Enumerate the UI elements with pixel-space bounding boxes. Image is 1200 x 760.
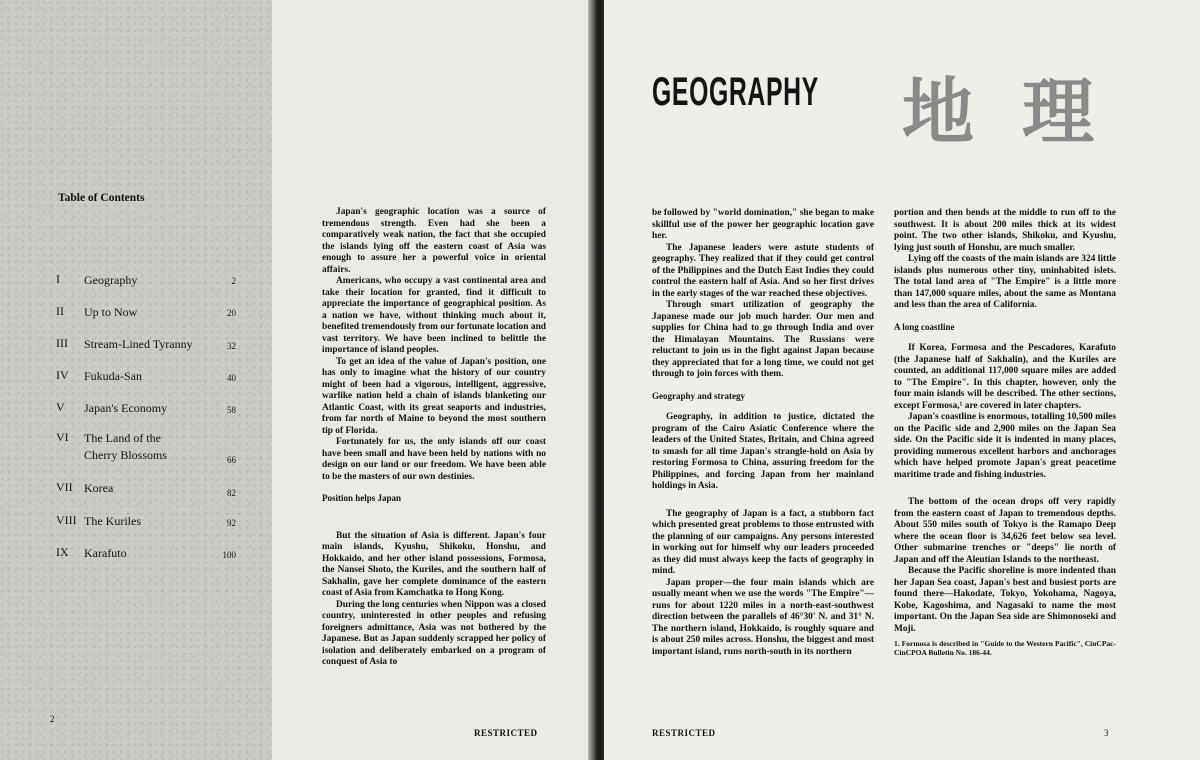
kanji-character: 地	[902, 70, 975, 154]
paragraph: Geography, in addition to justice, dictated the program of the Cairo Asiatic Conference where the leaders of the United States, Britain, and China agreed to smash for all time Japan's strangle-hold on Asia by restoring Formosa to China, assuring freedom for the Philippines, and forcing Japan from her mainland holdings in Asia.	[652, 412, 874, 491]
toc-page: 92	[227, 518, 236, 528]
toc-label: Fukuda-San	[84, 369, 142, 383]
right-page-number: 3	[1104, 728, 1109, 738]
toc-num: I	[56, 272, 60, 286]
left-page	[0, 0, 596, 760]
toc-label: Karafuto	[84, 546, 127, 560]
section-heading: A long coastline	[894, 321, 955, 332]
toc-num: VII	[56, 480, 73, 494]
left-page-number: 2	[50, 714, 55, 724]
section-heading: Position helps Japan	[322, 493, 402, 503]
toc-num: IX	[56, 545, 69, 559]
right-body-column-1	[652, 208, 874, 658]
paragraph: Americans, who occupy a vast continental area and take their location for granted, find it difficult to appreciate the importance of geographical position. As a nation we have, without thinking much about it, benefited tremendously from our fortunate location and vast territory. We have been inclined to belittle the importance of island peoples.	[322, 276, 546, 355]
left-body-column	[322, 207, 546, 669]
toc-page: 100	[222, 550, 236, 560]
toc-label: Up to Now	[84, 305, 138, 319]
paragraph: Japan proper—the four main islands which are usually meant when we use the words "The Empire"—runs for about 1220 miles in a north-east-southwest direction between the parallels of 46°30' N. and 31° N. The northern island, Hokkaido, is roughly square and is about 250 miles across. Honshu, the biggest and most important island, runs north-south in its northern	[652, 577, 874, 657]
paragraph: Because the Pacific shoreline is more indented than her Japan Sea coast, Japan's best and busiest ports are found there—Hakodate, Tokyo, Yokohama, Nagoya, Kobe, Kagoshima, and Nagasaki to name the most important. On the Japan Sea side are Shimonoseki and Moji.	[894, 566, 1116, 634]
toc-page: 20	[227, 308, 236, 318]
section-heading: Geography and strategy	[652, 390, 745, 401]
toc-num: V	[56, 400, 65, 414]
toc-label: Stream-Lined Tyranny	[84, 337, 193, 351]
toc-panel	[0, 0, 272, 760]
paragraph: Fortunately for us, the only islands off our coast have been small and have been held by nations with no design on our land or our freedom. We have been able to be the masters of our own destinies.	[322, 437, 546, 482]
toc-page: 2	[231, 276, 236, 286]
footnote: 1. Formosa is described in "Guide to the Western Pacific", CinCPac-CinCPOA Bulletin No. 186-44.	[894, 639, 1116, 657]
paragraph: Through smart utilization of geography the Japanese made our job much harder. Our men and supplies for China had to go through India and over the Himalayan Mountains. The Russians were reluctant to join us in the fight against Japan because they appreciated that for a long time, we could not get through to join forces with them.	[652, 300, 874, 379]
paragraph: Japan's geographic location was a source of tremendous strength. Even had she been a comparatively weak nation, the fact that she occupied the islands lying off the eastern coast of Asia was enough to assure her a powerful voice in oriental affairs.	[322, 207, 546, 275]
toc-label: The Land of the Cherry Blossoms	[84, 431, 168, 462]
toc-num: III	[56, 336, 68, 350]
toc-num: VIII	[56, 513, 77, 527]
toc-label: Geography	[84, 273, 138, 287]
toc-label: Korea	[84, 481, 114, 495]
toc-title: Table of Contents	[58, 192, 145, 204]
paragraph: Japan's coastline is enormous, totalling 10,500 miles on the Pacific side and 2,900 miles on the Japan Sea side. On the Pacific side it is indented in many places, providing numerous excellent harbors and anchorages which have helped promote Japan's great peacetime maritime trade and fishing industries.	[894, 412, 1116, 480]
toc-page: 32	[227, 341, 236, 351]
paragraph: be followed by "world domination," she began to make skillful use of the power her geographic location gave her.	[652, 208, 874, 241]
toc-num: II	[56, 304, 64, 318]
right-footer-restricted: RESTRICTED	[652, 728, 716, 738]
right-body-column-2	[894, 208, 1116, 657]
paragraph: The bottom of the ocean drops off very rapidly from the eastern coast of Japan to tremendous depths. About 550 miles south of Tokyo is the Ramapo Deep where the ocean floor is 34,626 feet below sea level. Other submarine trenches or "deeps" lie north of Japan and off the Aleutian Islands to the northeast.	[894, 497, 1116, 565]
paragraph: If Korea, Formosa and the Pescadores, Karafuto (the Japanese half of Sakhalin), and the Kuriles are counted, an additional 117,000 square miles are added to "The Empire". In this chapter, however, only the four main islands will be described. The other sections, except Formosa,¹ are covered in later chapters.	[894, 343, 1116, 411]
toc-num: VI	[56, 430, 69, 444]
toc-num: IV	[56, 368, 69, 382]
toc-page: 82	[227, 488, 236, 498]
paragraph: The geography of Japan is a fact, a stubborn fact which presented great problems to those entrusted with the planning of our campaigns. Any persons interested in working out for himself why our leaders proceeded as they did must always keep the facts of geography in mind.	[652, 508, 874, 576]
toc-page: 40	[227, 373, 236, 383]
paragraph: To get an idea of the value of Japan's position, one has only to imagine what the history of our country might of been had a vigorous, intelligent, aggressive, warlike nation held a chain of islands blanketing our Atlantic Coast, with its great seaports and industries, from far north of Maine to beyond the most southern tip of Florida.	[322, 356, 546, 436]
left-footer-restricted: RESTRICTED	[474, 728, 538, 738]
paragraph: But the situation of Asia is different. Japan's four main islands, Kyushu, Shikoku, Honshu, and Hokkaido, and her other island possessions, Formosa, the Nansei Shoto, the Kuriles, and the southern half of Sakhalin, gave her complete dominance of the eastern coast of Asia from Kamchatka to Hong Kong.	[322, 530, 546, 598]
chapter-title: GEOGRAPHY	[652, 70, 819, 114]
paragraph: The Japanese leaders were astute students of geography. They realized that if they could get control of the Philippines and the Dutch East Indies they could control the eastern half of Asia. And so her first drives in the early stages of the war reached these objectives.	[652, 242, 874, 299]
kanji-character: 理	[1022, 70, 1095, 154]
toc-label: Japan's Economy	[84, 401, 168, 415]
paragraph: Lying off the coasts of the main islands are 324 little islands plus numerous other tiny, uninhabited islets. The total land area of "The Empire" is a little more than 147,000 square miles, about the same as Montana and less than the area of California.	[894, 254, 1116, 310]
paragraph: portion and then bends at the middle to run off to the southwest. It is about 200 miles thick at its widest point. The two other islands, Shikoku, and Kyushu, lying just south of Honshu, are much smaller.	[894, 208, 1116, 253]
toc-label: The Kuriles	[84, 514, 141, 528]
paragraph: During the long centuries when Nippon was a closed country, uninterested in other peoples and refusing foreigners admittance, Asia was not bothered by the Japanese. But as Japan suddenly scrapped her policy of isolation and deliberately embarked on a program of conquest of Asia to	[322, 599, 546, 667]
toc-page: 58	[227, 405, 236, 415]
toc-page: 66	[227, 455, 236, 465]
